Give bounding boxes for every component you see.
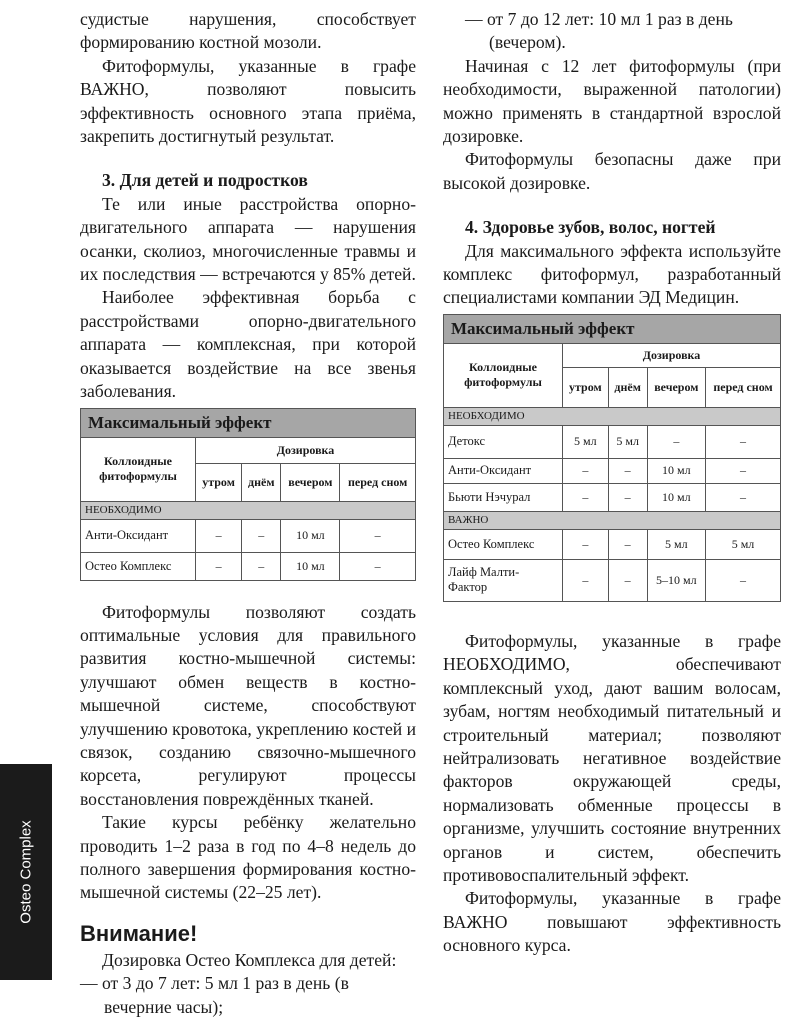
column-header: утром bbox=[196, 463, 242, 501]
paragraph: Фитоформулы позволяют создать оптимальные условия для правильного развития костно-мышечной системы: улучшают обмен веществ в костно-мышечной системе, способствуют улучшению кровотока, укреплению костей и связок, созданию связочно-мышечного корсета, регулируют процессы восстановления повреждённых тканей. bbox=[80, 601, 416, 809]
list-item: — от 3 до 7 лет: 5 мл 1 раз в день (в вечерние часы); bbox=[80, 973, 349, 1017]
table-section: ВАЖНО bbox=[444, 511, 781, 529]
right-column bbox=[443, 0, 781, 958]
column-header: Коллоидные фитоформулы bbox=[81, 437, 196, 501]
paragraph: Фитоформулы, указанные в графе ВАЖНО, позволяют повысить эффективность основного этапа приёма, закрепить достигнутый результат. bbox=[80, 55, 416, 147]
table-row: Остео Комплекс – – 5 мл 5 мл bbox=[444, 529, 781, 559]
table-row: Бьюти Нэчурал – – 10 мл – bbox=[444, 483, 781, 511]
paragraph: Наиболее эффективная борьба с расстройствами опорно-двигательного аппарата — комплексная, при которой оказывается воздействие на все звенья заболевания. bbox=[80, 287, 416, 402]
column-header: вечером bbox=[281, 463, 340, 501]
paragraph: Фитоформулы, указанные в графе НЕОБХОДИМО, обеспечивают комплексный уход, дают вашим волосам, зубам, ногтям необходимый питательный и строительный материал; позволяют нейтрализовать негативное воздействие факторов окружающей среды, нормализовать обменные процессы в организме, улучшить состояние внутренних органов и систем, обеспечить противовоспалительный эффект. bbox=[443, 630, 781, 885]
paragraph: Начиная с 12 лет фитоформулы (при необходимости, выраженной патологии) можно применять в стандартной взрослой дозировке. bbox=[443, 55, 781, 147]
paragraph: Такие курсы ребёнку желательно проводить 1–2 раза в год по 4–8 недель до полного завершения формирования костно-мышечной системы (22–25 лет). bbox=[80, 812, 416, 903]
dosage-table bbox=[443, 314, 781, 602]
table-section: НЕОБХОДИМО bbox=[444, 407, 781, 425]
dosage-table bbox=[80, 408, 416, 581]
attention-heading: Внимание! bbox=[80, 920, 198, 946]
paragraph: Для максимального эффекта используйте комплекс фитоформул, разработанный специалистами компании ЭД Медицин. bbox=[443, 240, 781, 308]
column-header: Дозировка bbox=[196, 437, 416, 463]
table-row: Лайф Малти-Фактор – – 5–10 мл – bbox=[444, 559, 781, 601]
list-item: — от 7 до 12 лет: 10 мл 1 раз в день (вечером). bbox=[465, 9, 733, 53]
column-header: перед сном bbox=[706, 367, 781, 407]
table-row: Анти-Оксидант – – 10 мл – bbox=[81, 519, 416, 552]
table-row: Анти-Оксидант – – 10 мл – bbox=[444, 458, 781, 483]
column-header: вечером bbox=[647, 367, 705, 407]
section-heading: 3. Для детей и подростков bbox=[102, 170, 308, 191]
side-tab-label: Osteo Complex bbox=[17, 820, 35, 924]
paragraph: судистые нарушения, способствует формированию костной мозоли. bbox=[80, 9, 416, 53]
paragraph: Фитоформулы, указанные в графе ВАЖНО повышают эффективность основного курса. bbox=[443, 888, 781, 956]
column-header: Коллоидные фитоформулы bbox=[444, 343, 563, 407]
column-header: днём bbox=[608, 367, 647, 407]
section-heading: 4. Здоровье зубов, волос, ногтей bbox=[465, 217, 716, 238]
table-caption: Максимальный эффект bbox=[444, 314, 781, 343]
table-section: НЕОБХОДИМО bbox=[81, 501, 416, 519]
column-header: перед сном bbox=[340, 463, 416, 501]
table-row: Остео Комплекс – – 10 мл – bbox=[81, 552, 416, 580]
side-tab bbox=[0, 764, 52, 980]
paragraph: Дозировка Остео Комплекса для детей: bbox=[102, 949, 397, 970]
table-caption: Максимальный эффект bbox=[81, 408, 416, 437]
paragraph: Фитоформулы безопасны даже при высокой дозировке. bbox=[443, 149, 781, 193]
column-header: днём bbox=[242, 463, 281, 501]
table-row: Детокс 5 мл 5 мл – – bbox=[444, 425, 781, 458]
paragraph: Те или иные расстройства опорно-двигательного аппарата — нарушения осанки, сколиоз, многочисленные травмы и их последствия — встречаются у 85% детей. bbox=[80, 193, 416, 285]
column-header: утром bbox=[563, 367, 609, 407]
column-header: Дозировка bbox=[563, 343, 781, 367]
left-column bbox=[80, 0, 416, 1019]
